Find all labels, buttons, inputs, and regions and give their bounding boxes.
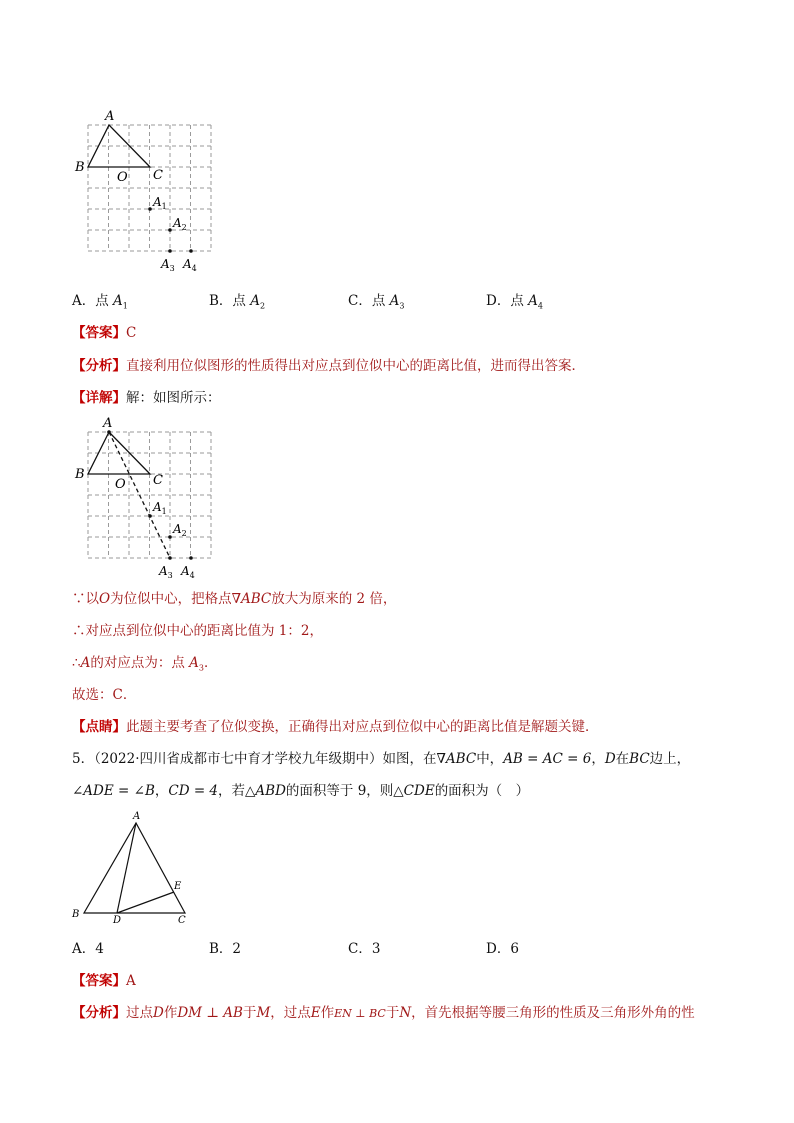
q5-answer: 【答案】A [72, 973, 136, 989]
label-d-q5: D [113, 915, 122, 926]
q4-step1: ∵以O为位似中心，把格点∇ABC放大为原来的 2 倍， [72, 591, 397, 607]
point-a1-2 [148, 514, 152, 518]
point-a3 [168, 249, 172, 253]
triangle-abc-q5 [84, 823, 185, 913]
option-d[interactable]: D．点 $A_4$ [486, 293, 543, 311]
label-a1-2: $A_1$ [153, 500, 167, 516]
label-e-q5: E [174, 881, 182, 892]
label-a1: $A_1$ [153, 195, 167, 211]
q4-analysis: 【分析】直接利用位似图形的性质得出对应点到位似中心的距离比值，进而得出答案． [72, 358, 585, 374]
point-a4-2 [189, 556, 193, 560]
label-c-2: C [153, 473, 163, 488]
q4-step2: ∴对应点到位似中心的距离比值为 1：2， [72, 623, 323, 639]
label-a-q5: A [133, 811, 141, 822]
label-o-2: O [115, 477, 126, 492]
label-c-q5: C [178, 915, 186, 926]
option-a[interactable]: A．点 $A_1$ [72, 293, 128, 311]
label-a2-2: $A_2$ [173, 522, 187, 538]
label-a-2: A [103, 416, 113, 431]
label-a4: $A_4$ [183, 257, 197, 273]
segment-de [117, 892, 174, 913]
option-b[interactable]: B．点 $A_2$ [209, 293, 266, 311]
option-c[interactable]: C．点 $A_3$ [348, 293, 405, 311]
grid-lines [88, 125, 211, 251]
q5-option-a[interactable]: A．4 [72, 941, 104, 957]
point-a1 [148, 207, 152, 211]
figure-triangle-q5 [68, 808, 198, 928]
q5-option-d[interactable]: D．6 [486, 941, 519, 957]
label-b-2: B [75, 467, 85, 482]
label-b-q5: B [72, 909, 80, 920]
q5-stem-line1: 5．（2022·四川省成都市七中育才学校九年级期中）如图，在∇ABC中，AB = AC = 6，D在BC边上， [72, 751, 691, 767]
q5-option-c[interactable]: C．3 [348, 941, 381, 957]
label-c: C [153, 168, 163, 183]
grid-lines-2 [88, 432, 211, 558]
q4-answer: 【答案】C [72, 325, 137, 341]
label-o: O [117, 170, 128, 185]
point-a2-2 [168, 535, 172, 539]
q5-option-b[interactable]: B．2 [209, 941, 242, 957]
label-a2: $A_2$ [173, 216, 187, 232]
q4-comment: 【点睛】此题主要考查了位似变换，正确得出对应点到位似中心的距离比值是解题关键． [72, 719, 599, 735]
q5-stem-line2: ∠ADE = ∠B，CD = 4，若△ABD的面积等于 9，则△CDE的面积为（ ） [72, 783, 530, 799]
point-a3-2 [168, 556, 172, 560]
q5-analysis: 【分析】过点D作DM ⊥ AB于M，过点E作EN ⊥ BC于N，首先根据等腰三角形的性质及三角形外角的性 [72, 1005, 695, 1021]
segment-ad [117, 823, 136, 913]
point-a4 [189, 249, 193, 253]
q4-detail: 【详解】解：如图所示： [72, 390, 221, 406]
label-b: B [75, 160, 85, 175]
point-a2 [168, 228, 172, 232]
figure-grid-1 [70, 105, 230, 275]
label-a4-2: $A_4$ [181, 564, 195, 580]
q4-step3: ∴A的对应点为：点 $A_3$． [72, 655, 218, 673]
figure-grid-2 [70, 412, 230, 582]
label-a3: $A_3$ [161, 257, 175, 273]
label-a: A [105, 109, 115, 124]
label-a3-2: $A_3$ [159, 564, 173, 580]
q4-choose: 故选：C． [72, 687, 137, 703]
